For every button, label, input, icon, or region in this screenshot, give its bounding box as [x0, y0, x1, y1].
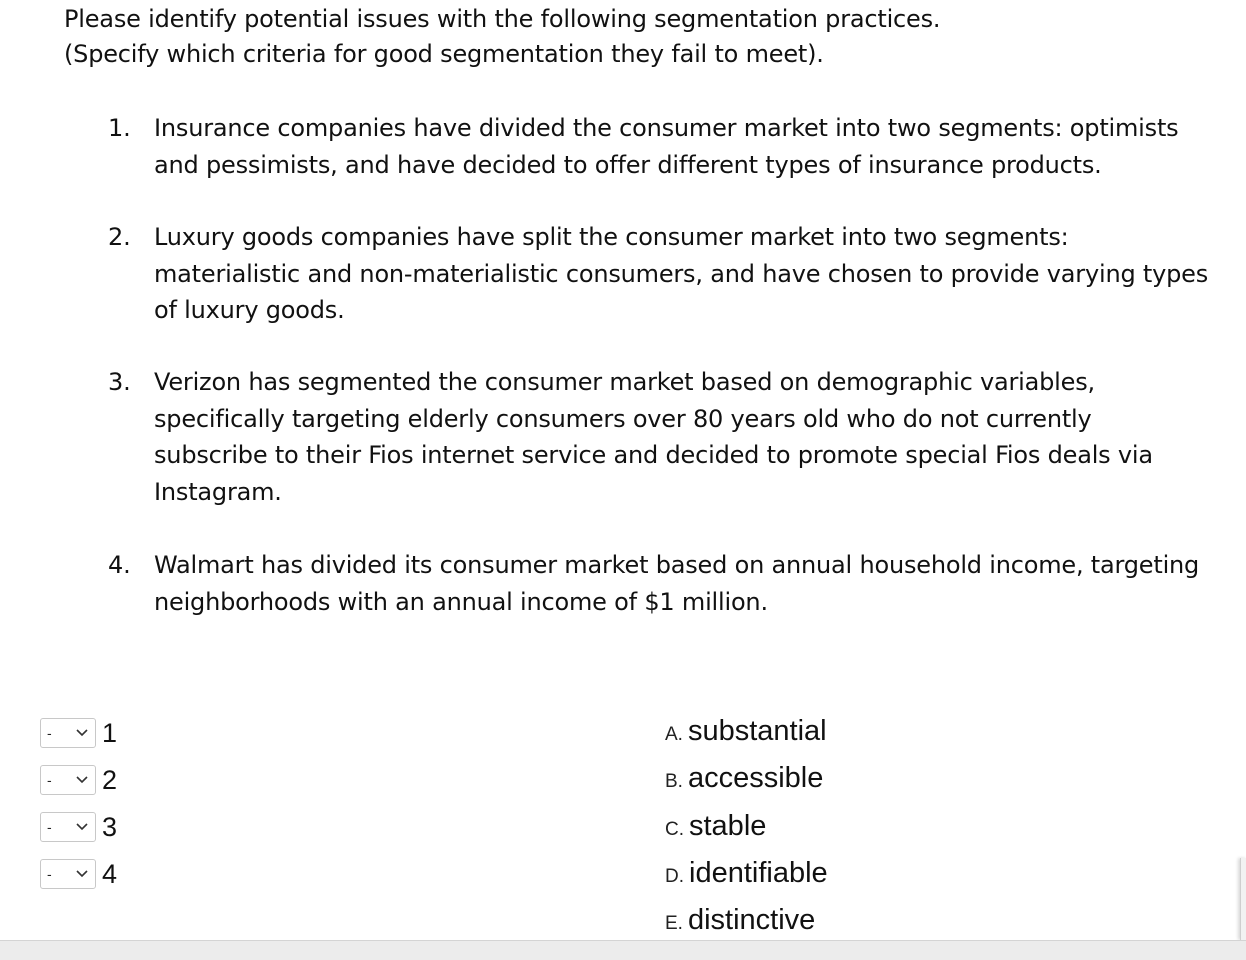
- question-item-3: [108, 364, 1233, 510]
- select-value: -: [47, 866, 52, 882]
- match-row-3: [40, 810, 117, 844]
- option-letter: E.: [665, 913, 683, 934]
- option-letter: B.: [665, 771, 683, 792]
- select-value: -: [47, 819, 52, 835]
- select-value: -: [47, 725, 52, 741]
- intro-line-1: Please identify potential issues with the following segmentation practices.: [64, 5, 941, 33]
- question-line: Luxury goods companies have split the consumer market into two segments:: [154, 223, 1069, 251]
- answer-option-e: [665, 904, 815, 940]
- question-text: [154, 110, 1233, 183]
- answer-option-c: [665, 810, 766, 846]
- question-line: of luxury goods.: [154, 296, 345, 324]
- answer-select-1[interactable]: [40, 718, 96, 748]
- question-text: [154, 547, 1233, 620]
- answer-select-2[interactable]: [40, 765, 96, 795]
- chevron-down-icon: [75, 726, 89, 740]
- chevron-down-icon: [75, 820, 89, 834]
- chevron-down-icon: [75, 867, 89, 881]
- option-text: identifiable: [689, 857, 828, 889]
- question-intro: [64, 2, 940, 72]
- match-row-2: [40, 763, 117, 797]
- option-text: substantial: [687, 715, 827, 747]
- option-text: distinctive: [687, 904, 816, 936]
- option-letter: D.: [665, 866, 684, 887]
- match-row-4: [40, 857, 117, 891]
- answer-select-4[interactable]: [40, 859, 96, 889]
- question-number: 1.: [108, 114, 131, 142]
- answer-option-d: [665, 857, 828, 893]
- option-letter: A.: [665, 724, 683, 745]
- option-text: stable: [689, 810, 767, 842]
- match-label: 4: [102, 858, 118, 889]
- match-label: 2: [102, 764, 118, 795]
- question-line: Insurance companies have divided the consumer market into two segments: optimists: [154, 114, 1179, 142]
- question-line: neighborhoods with an annual income of $1 million.: [154, 587, 768, 616]
- question-item-2: [108, 219, 1233, 329]
- question-item-1: [108, 110, 1233, 183]
- question-line: subscribe to their Fios internet service and decided to promote special Fios deals via: [154, 441, 1153, 469]
- match-label: 3: [102, 811, 118, 842]
- option-text: accessible: [687, 762, 824, 794]
- option-letter: C.: [665, 819, 684, 840]
- match-label: 1: [102, 717, 118, 748]
- question-text: [154, 364, 1233, 510]
- chevron-down-icon: [75, 773, 89, 787]
- horizontal-scrollbar[interactable]: [0, 940, 1246, 960]
- question-number: 4.: [108, 551, 131, 579]
- question-line: Walmart has divided its consumer market based on annual household income, targeting: [154, 551, 1200, 579]
- side-panel-edge: [1240, 858, 1246, 940]
- answer-option-a: [665, 715, 827, 751]
- question-line: specifically targeting elderly consumers over 80 years old who do not currently: [154, 404, 1092, 433]
- question-line: Verizon has segmented the consumer market based on demographic variables,: [154, 368, 1095, 396]
- intro-line-2: (Specify which criteria for good segmentation they fail to meet).: [64, 40, 824, 68]
- question-line: Instagram.: [154, 477, 282, 506]
- question-line: and pessimists, and have decided to offer different types of insurance products.: [154, 150, 1102, 179]
- question-item-4: [108, 547, 1233, 620]
- select-value: -: [47, 772, 52, 788]
- answer-option-b: [665, 762, 823, 798]
- question-text: [154, 219, 1233, 329]
- answer-select-3[interactable]: [40, 812, 96, 842]
- match-row-1: [40, 716, 117, 750]
- question-number: 3.: [108, 368, 131, 396]
- question-number: 2.: [108, 223, 131, 251]
- question-line: materialistic and non-materialistic consumers, and have chosen to provide varying types: [154, 259, 1209, 288]
